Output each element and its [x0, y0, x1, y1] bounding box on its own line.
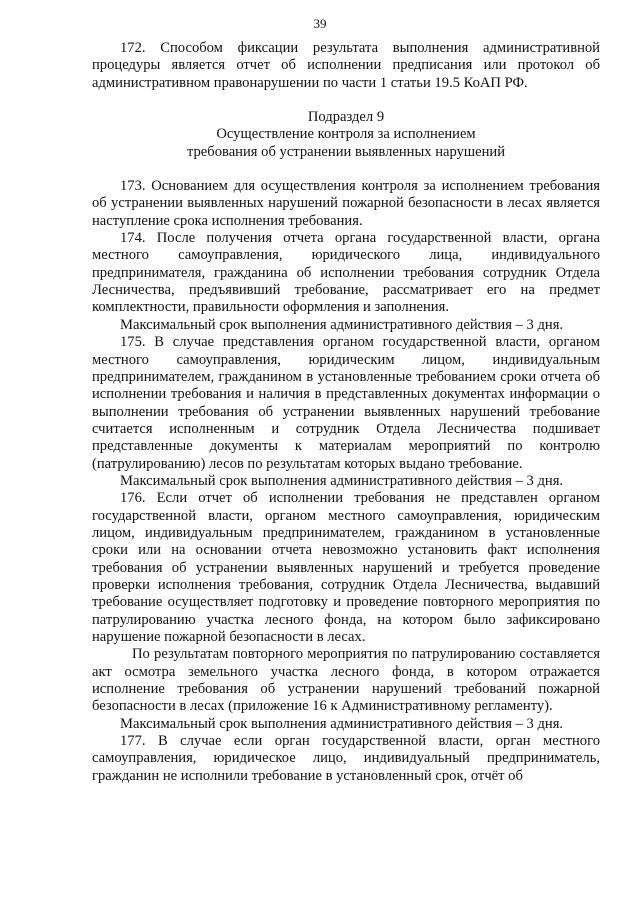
paragraph-174: 174. После получения отчета органа государственной власти, органа местного самоуправления, юридического лица, индивидуального предпринимателя, гражданина об исполнении требования сотрудник Отдела Лесничества, предъявивший требование, рассматривает его на предмет комплектности, правильности оформления и заполнения. [92, 230, 600, 316]
paragraph-176-continuation: По результатам повторного мероприятия по патрулированию составляется акт осмотра земельного участка лесного фонда, в котором отражается исполнение требования об устранении нарушений требований пожарной безопасности в лесах (приложение 16 к Административному регламенту). [92, 646, 600, 715]
document-body [92, 40, 600, 785]
subsection-heading [92, 109, 600, 161]
page-number: 39 [313, 16, 327, 31]
paragraph-175: 175. В случае представления органом государственной власти, органом местного самоуправления, юридическим лицом, индивидуальным предпринимателем, гражданином в установленные требованием сроки отчета об исполнении требования и наличия в представленных документах информации о выполнении требования об устранении выявленных нарушений требование считается исполненным и сотрудник Отдела Лесничества подшивает представленные документы к материалам мероприятий по контролю (патрулированию) лесов по результатам которых выдано требование. [92, 334, 600, 472]
max-term-note: Максимальный срок выполнения административного действия – 3 дня. [120, 472, 564, 489]
subsection-title-line-2: требования об устранении выявленных нарушений [186, 143, 506, 160]
paragraph-177: 177. В случае если орган государственной власти, орган местного самоуправления, юридическое лицо, индивидуальный предприниматель, гражданин не исполнили требование в установленный срок, отчёт об [92, 733, 600, 784]
paragraph-172: 172. Способом фиксации результата выполнения административной процедуры является отчет об исполнении предписания или протокол об административном правонарушении по части 1 статьи 19.5 КоАП РФ. [92, 40, 600, 91]
max-term-note: Максимальный срок выполнения административного действия – 3 дня. [120, 316, 564, 333]
paragraph-173: 173. Основанием для осуществления контроля за исполнением требования об устранении выявленных нарушений пожарной безопасности в лесах является наступление срока исполнения требования. [92, 178, 600, 229]
subsection-number: Подраздел 9 [307, 109, 385, 126]
paragraph-176: 176. Если отчет об исполнении требования не представлен органом государственной власти, органом местного самоуправления, юридическим лицом, индивидуальным предпринимателем, гражданином в установленные сроки или на основании отчета невозможно установить факт исполнения требования об устранении выявленных нарушений и требуется проведение проверки исполнения требования, сотрудник Отдела Лесничества, выдавший требование осуществляет подготовку и проведение повторного мероприятия по патрулированию участка лесного фонда, на котором было зафиксировано нарушение пожарной безопасности в лесах. [92, 490, 600, 645]
max-term-note: Максимальный срок выполнения административного действия – 3 дня. [120, 715, 564, 732]
subsection-title-line-1: Осуществление контроля за исполнением [216, 126, 476, 143]
